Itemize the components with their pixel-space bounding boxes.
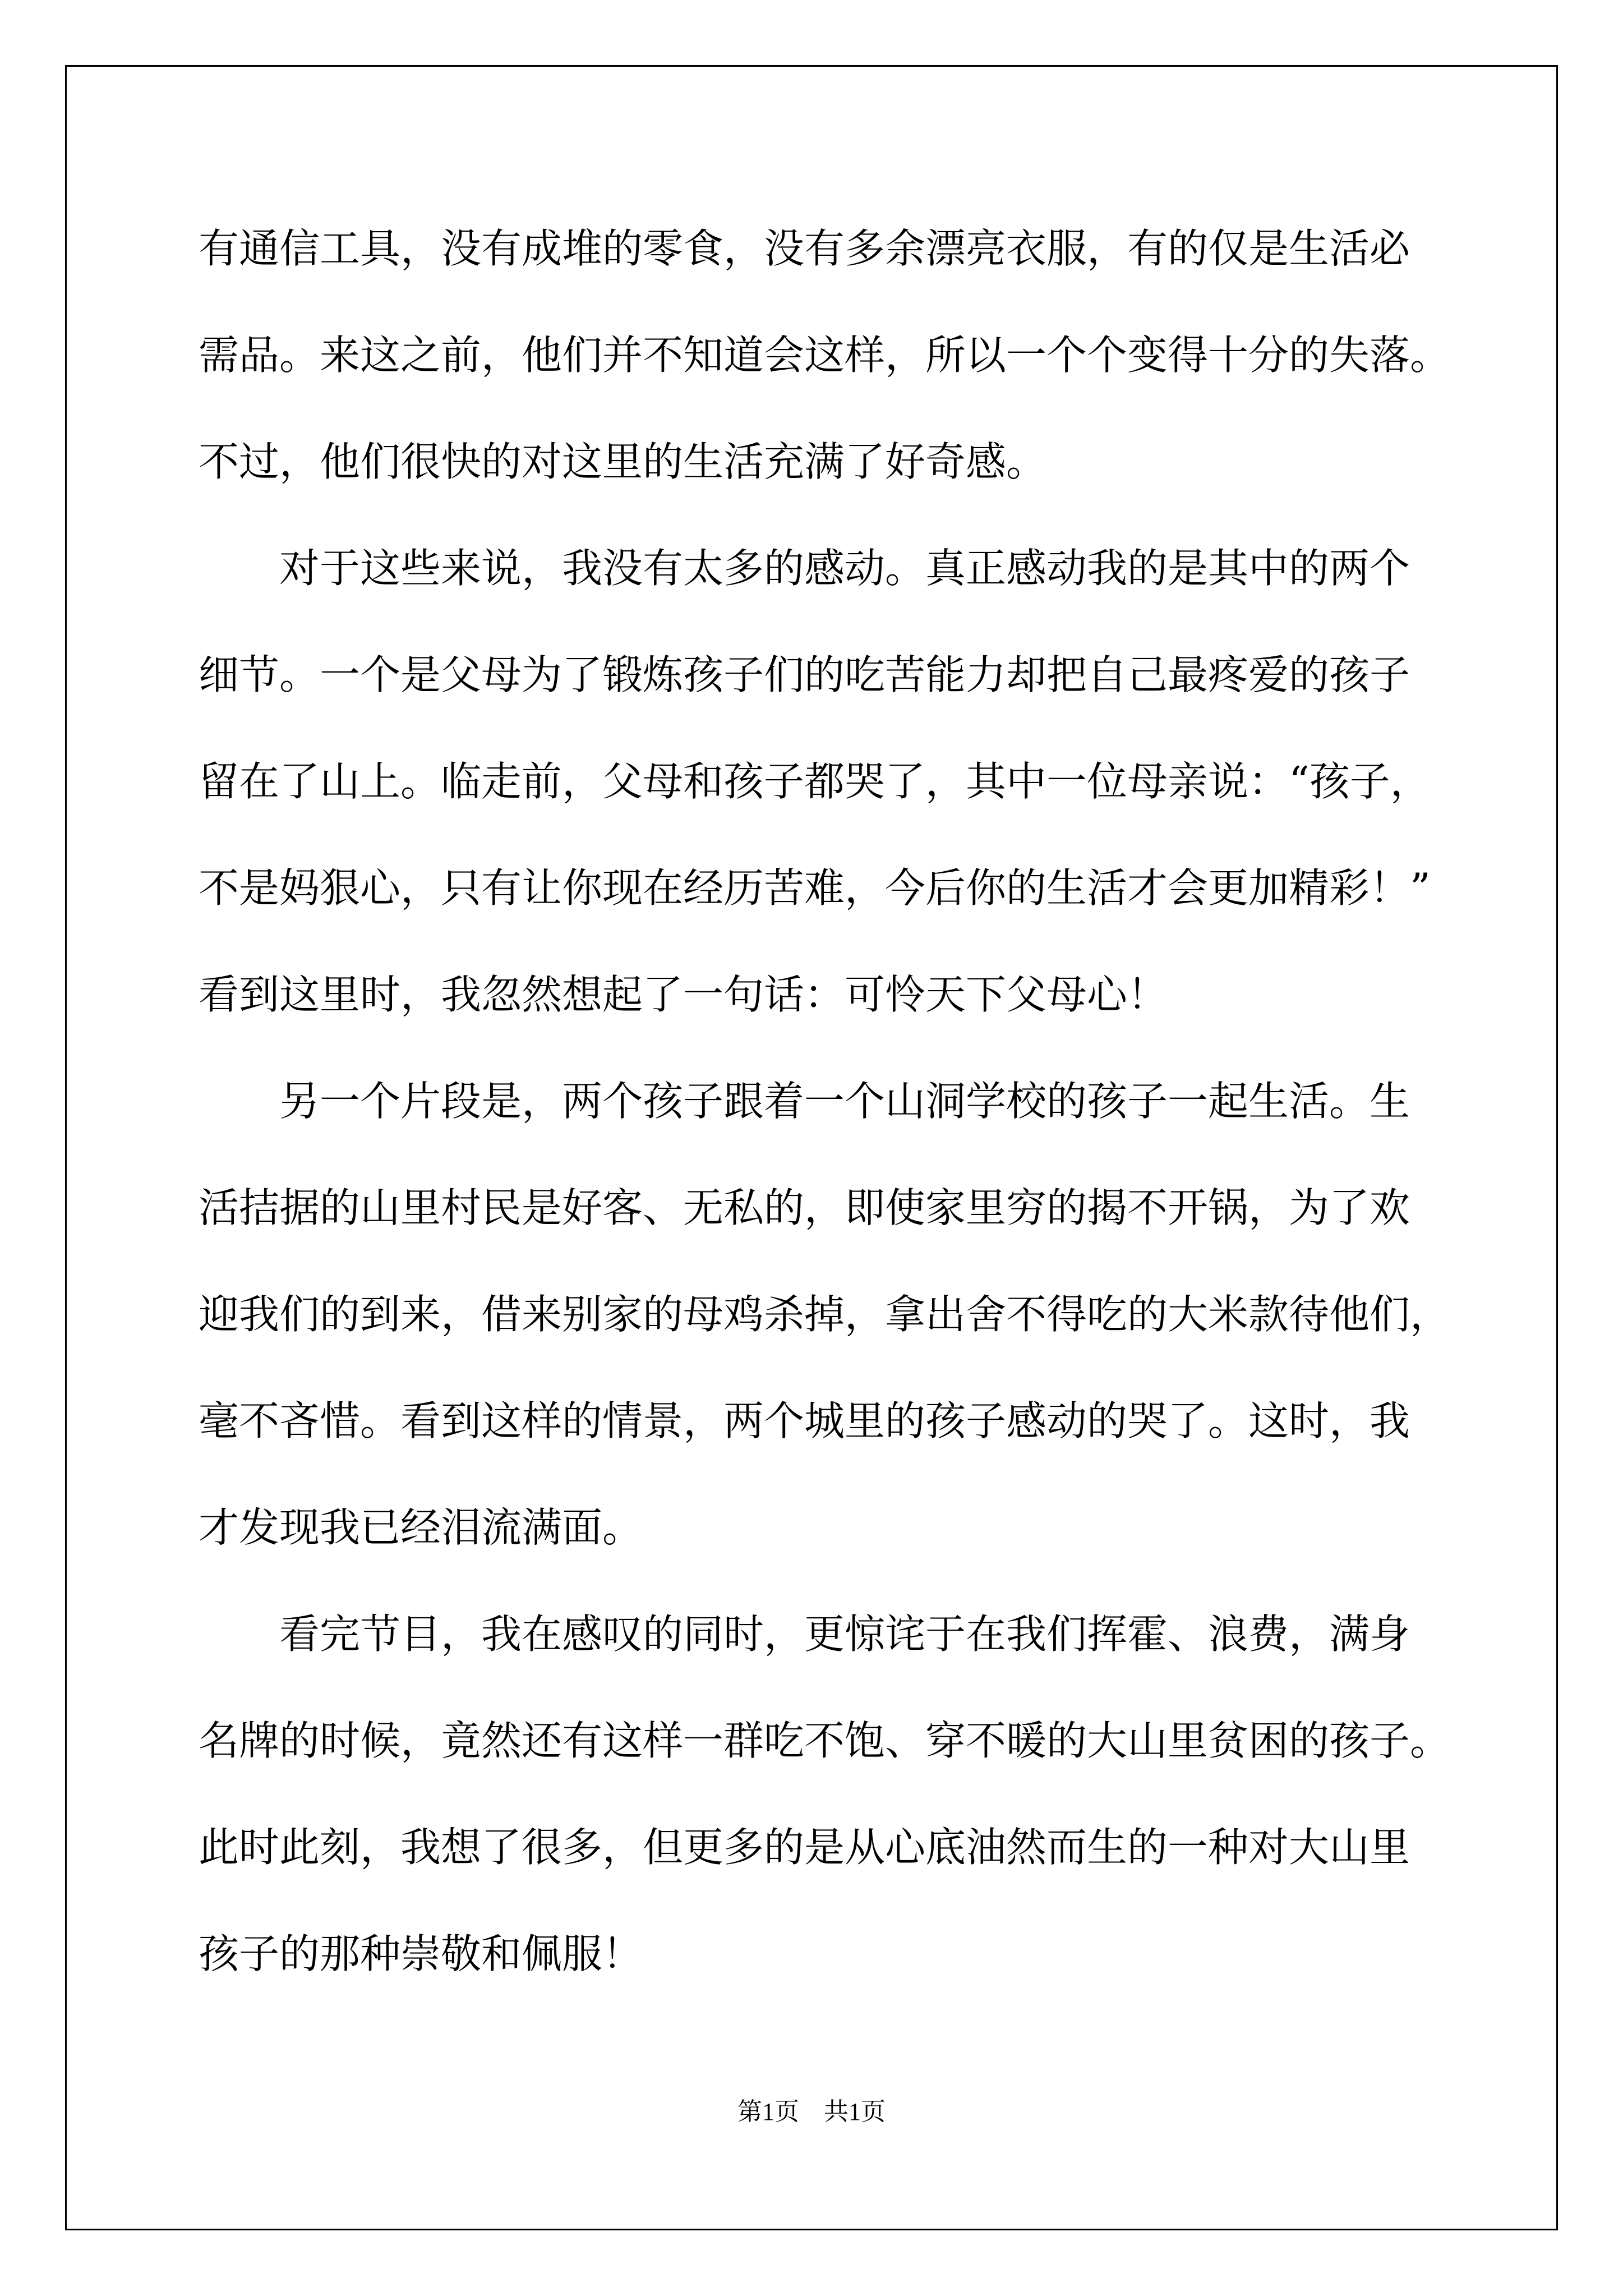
text-line: 留在了山上。临走前，父母和孩子都哭了，其中一位母亲说：“孩子， [199,758,1431,805]
text-line: 另一个片段是，两个孩子跟着一个山洞学校的孩子一起生活。生 [199,1078,1410,1125]
text-line: 才发现我已经泪流满面。 [199,1504,643,1551]
text-line: 不是妈狠心，只有让你现在经历苦难，今后你的生活才会更加精彩！” [199,864,1431,912]
text-line: 有通信工具，没有成堆的零食，没有多余漂亮衣服，有的仅是生活必 [199,225,1410,272]
text-line: 名牌的时候，竟然还有这样一群吃不饱、穿不暖的大山里贫困的孩子。 [199,1717,1451,1764]
text-line: 对于这些来说，我没有太多的感动。真正感动我的是其中的两个 [199,545,1410,592]
text-line: 不过，他们很快的对这里的生活充满了好奇感。 [199,438,1047,485]
text-line: 毫不吝惜。看到这样的情景，两个城里的孩子感动的哭了。这时，我 [199,1397,1410,1444]
text-line: 需品。来这之前，他们并不知道会这样，所以一个个变得十分的失落。 [199,332,1451,379]
text-line: 此时此刻，我想了很多，但更多的是从心底油然而生的一种对大山里 [199,1824,1410,1871]
text-line: 活拮据的山里村民是好客、无私的，即使家里穷的揭不开锅，为了欢 [199,1184,1410,1231]
text-line: 孩子的那种崇敬和佩服！ [199,1930,643,1977]
text-line: 看完节目，我在感叹的同时，更惊诧于在我们挥霍、浪费，满身 [199,1611,1410,1658]
page-border [65,65,1558,2230]
page-number-footer: 第1页 共1页 [737,2098,886,2125]
text-line: 看到这里时，我忽然想起了一句话：可怜天下父母心！ [199,971,1168,1018]
text-line: 迎我们的到来，借来别家的母鸡杀掉，拿出舍不得吃的大米款待他们， [199,1291,1451,1338]
text-line: 细节。一个是父母为了锻炼孩子们的吃苦能力却把自己最疼爱的孩子 [199,651,1410,698]
